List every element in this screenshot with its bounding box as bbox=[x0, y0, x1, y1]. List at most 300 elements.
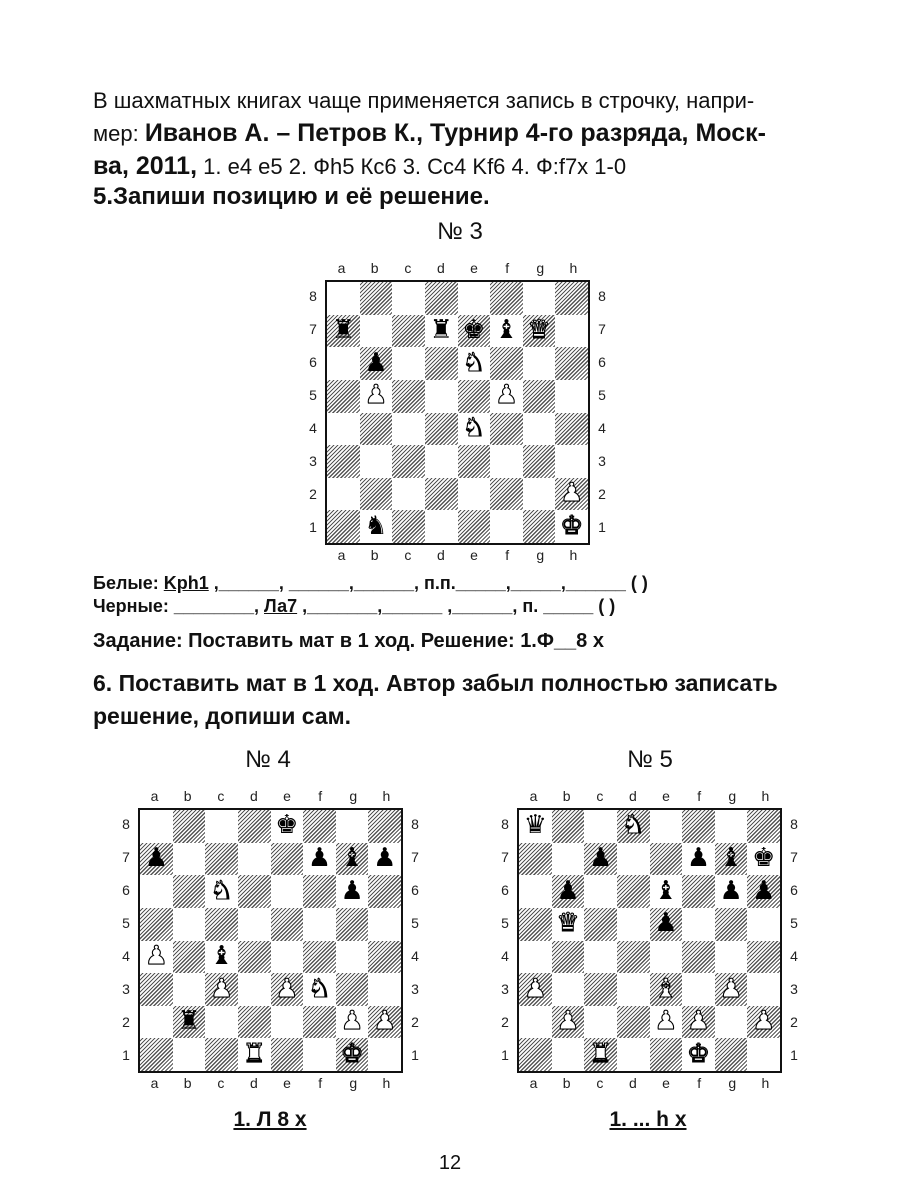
file-label-b: b bbox=[183, 788, 192, 804]
rank-label-5: 5 bbox=[501, 914, 509, 931]
square-c5 bbox=[584, 908, 617, 941]
file-label-c: c bbox=[404, 547, 412, 563]
square-f6 bbox=[682, 875, 715, 908]
square-f4 bbox=[490, 413, 523, 446]
black-bishop-icon: ♝ bbox=[494, 315, 519, 346]
intro-line-2-pre: мер: bbox=[93, 121, 145, 146]
rank-label-6: 6 bbox=[501, 881, 509, 898]
square-b6 bbox=[552, 875, 585, 908]
square-a3 bbox=[519, 973, 552, 1006]
chessboard-4 bbox=[118, 788, 423, 1093]
square-g2 bbox=[336, 1006, 369, 1039]
square-g3 bbox=[715, 973, 748, 1006]
square-a5 bbox=[327, 380, 360, 413]
file-label-b: b bbox=[562, 788, 571, 804]
file-label-c: c bbox=[596, 788, 604, 804]
square-b4 bbox=[552, 941, 585, 974]
rank-label-2: 2 bbox=[411, 1014, 419, 1031]
square-g8 bbox=[336, 810, 369, 843]
square-d2 bbox=[238, 1006, 271, 1039]
square-b2 bbox=[552, 1006, 585, 1039]
square-a3 bbox=[140, 973, 173, 1006]
white-pawn-icon: ♟ bbox=[719, 973, 743, 1004]
square-h2 bbox=[555, 478, 588, 511]
square-g1 bbox=[715, 1038, 748, 1071]
white-pawn-icon: ♟ bbox=[560, 478, 584, 509]
square-d4 bbox=[617, 941, 650, 974]
rank-label-2: 2 bbox=[598, 486, 606, 503]
square-b8 bbox=[173, 810, 206, 843]
square-c5 bbox=[205, 908, 238, 941]
file-label-h: h bbox=[569, 547, 578, 563]
square-b2 bbox=[360, 478, 393, 511]
square-e7 bbox=[271, 843, 304, 876]
rank-label-7: 7 bbox=[411, 848, 419, 865]
white-queen-icon: ♛ bbox=[527, 315, 551, 346]
square-c2 bbox=[205, 1006, 238, 1039]
rank-label-2: 2 bbox=[309, 486, 317, 503]
rank-label-8: 8 bbox=[122, 815, 130, 832]
square-a6 bbox=[327, 347, 360, 380]
square-e5 bbox=[458, 380, 491, 413]
black-pawn-icon: ♟ bbox=[144, 843, 168, 874]
rank-label-8: 8 bbox=[309, 287, 317, 304]
square-f2 bbox=[682, 1006, 715, 1039]
file-label-f: f bbox=[697, 788, 702, 804]
file-label-g: g bbox=[536, 547, 545, 563]
square-e6 bbox=[458, 347, 491, 380]
rank-label-7: 7 bbox=[122, 848, 130, 865]
square-f5 bbox=[490, 380, 523, 413]
square-c2 bbox=[584, 1006, 617, 1039]
file-label-a: a bbox=[337, 547, 346, 563]
square-a8 bbox=[140, 810, 173, 843]
square-a3 bbox=[327, 445, 360, 478]
square-h7 bbox=[747, 843, 780, 876]
solution-4-text: 1. Л 8 х bbox=[233, 1108, 307, 1131]
rank-label-1: 1 bbox=[122, 1047, 130, 1064]
black-bishop-icon: ♝ bbox=[209, 940, 234, 971]
square-c8 bbox=[584, 810, 617, 843]
square-h8 bbox=[747, 810, 780, 843]
square-a1 bbox=[140, 1038, 173, 1071]
square-e2 bbox=[271, 1006, 304, 1039]
solution-5-text: 1. ... h х bbox=[609, 1108, 687, 1131]
square-d6 bbox=[238, 875, 271, 908]
white-knight-icon: ♞ bbox=[462, 347, 486, 378]
rank-label-7: 7 bbox=[501, 848, 509, 865]
square-c6 bbox=[392, 347, 425, 380]
white-pawn-icon: ♟ bbox=[364, 380, 388, 411]
rank-label-2: 2 bbox=[122, 1014, 130, 1031]
square-e1 bbox=[458, 510, 491, 543]
rank-label-6: 6 bbox=[790, 881, 798, 898]
square-a7 bbox=[519, 843, 552, 876]
square-c7 bbox=[205, 843, 238, 876]
square-b3 bbox=[173, 973, 206, 1006]
task5-instruction: Задание: Поставить мат в 1 ход. Решение: 1.Ф__8 х bbox=[93, 630, 604, 652]
file-label-f: f bbox=[318, 788, 323, 804]
file-label-e: e bbox=[283, 788, 291, 804]
square-b1 bbox=[552, 1038, 585, 1071]
square-d2 bbox=[617, 1006, 650, 1039]
square-h8 bbox=[368, 810, 401, 843]
black-bishop-icon: ♝ bbox=[654, 875, 678, 906]
file-label-b: b bbox=[562, 1075, 571, 1091]
rank-label-1: 1 bbox=[411, 1047, 419, 1064]
square-h1 bbox=[555, 510, 588, 543]
black-queen-icon: ♛ bbox=[523, 810, 547, 841]
square-c4 bbox=[584, 941, 617, 974]
black-pawn-icon: ♟ bbox=[364, 347, 388, 378]
square-e8 bbox=[458, 282, 491, 315]
square-b3 bbox=[360, 445, 393, 478]
black-pieces-record bbox=[93, 596, 615, 617]
square-a1 bbox=[327, 510, 360, 543]
file-label-f: f bbox=[697, 1075, 702, 1091]
rank-label-4: 4 bbox=[598, 420, 606, 437]
square-h1 bbox=[368, 1038, 401, 1071]
square-h4 bbox=[747, 941, 780, 974]
square-d1 bbox=[425, 510, 458, 543]
rank-label-7: 7 bbox=[598, 320, 606, 337]
black-label: Черные: bbox=[93, 596, 174, 616]
white-queen-icon: ♛ bbox=[556, 908, 580, 939]
square-f3 bbox=[682, 973, 715, 1006]
rank-label-2: 2 bbox=[501, 1014, 509, 1031]
square-e5 bbox=[271, 908, 304, 941]
file-label-f: f bbox=[318, 1075, 323, 1091]
file-label-e: e bbox=[283, 1075, 291, 1091]
black-pawn-icon: ♟ bbox=[686, 843, 711, 874]
black-pawn-icon: ♟ bbox=[752, 875, 776, 906]
black-filled-entry: Ла7 bbox=[264, 596, 298, 616]
rank-label-5: 5 bbox=[309, 386, 317, 403]
square-h5 bbox=[368, 908, 401, 941]
rank-label-3: 3 bbox=[598, 453, 606, 470]
square-d3 bbox=[425, 445, 458, 478]
square-b2 bbox=[173, 1006, 206, 1039]
file-label-d: d bbox=[437, 547, 445, 563]
square-e4 bbox=[650, 941, 683, 974]
rank-label-8: 8 bbox=[790, 815, 798, 832]
black-knight-icon: ♞ bbox=[364, 510, 388, 541]
square-f2 bbox=[303, 1006, 336, 1039]
square-a2 bbox=[140, 1006, 173, 1039]
square-h5 bbox=[555, 380, 588, 413]
square-g4 bbox=[336, 941, 369, 974]
file-label-a: a bbox=[150, 1075, 159, 1091]
file-label-c: c bbox=[404, 260, 412, 276]
square-e8 bbox=[650, 810, 683, 843]
square-c3 bbox=[392, 445, 425, 478]
board-grid bbox=[325, 280, 590, 545]
black-pawn-icon: ♟ bbox=[307, 843, 332, 874]
square-g5 bbox=[523, 380, 556, 413]
square-c2 bbox=[392, 478, 425, 511]
square-h6 bbox=[368, 875, 401, 908]
square-c3 bbox=[584, 973, 617, 1006]
black-pawn-icon: ♟ bbox=[654, 908, 678, 939]
square-g6 bbox=[336, 875, 369, 908]
square-b1 bbox=[173, 1038, 206, 1071]
black-rook-icon: ♜ bbox=[331, 315, 355, 346]
file-label-a: a bbox=[529, 1075, 538, 1091]
chessboard-5 bbox=[497, 788, 802, 1093]
rank-label-5: 5 bbox=[411, 914, 419, 931]
square-a2 bbox=[519, 1006, 552, 1039]
square-g2 bbox=[715, 1006, 748, 1039]
square-g8 bbox=[715, 810, 748, 843]
rank-label-5: 5 bbox=[122, 914, 130, 931]
white-knight-icon: ♞ bbox=[462, 412, 486, 443]
file-label-e: e bbox=[470, 260, 478, 276]
square-d6 bbox=[617, 875, 650, 908]
square-c4 bbox=[392, 413, 425, 446]
square-d7 bbox=[238, 843, 271, 876]
file-label-d: d bbox=[629, 788, 637, 804]
rank-label-6: 6 bbox=[309, 353, 317, 370]
black-blank: ________ bbox=[173, 596, 254, 616]
rank-label-8: 8 bbox=[501, 815, 509, 832]
square-e6 bbox=[271, 875, 304, 908]
square-b8 bbox=[360, 282, 393, 315]
file-label-f: f bbox=[505, 547, 510, 563]
square-e7 bbox=[650, 843, 683, 876]
square-g6 bbox=[715, 875, 748, 908]
rank-label-4: 4 bbox=[790, 948, 798, 965]
square-g4 bbox=[523, 413, 556, 446]
square-h7 bbox=[555, 315, 588, 348]
square-f6 bbox=[490, 347, 523, 380]
rank-label-4: 4 bbox=[309, 420, 317, 437]
square-g7 bbox=[336, 843, 369, 876]
white-knight-icon: ♞ bbox=[307, 973, 332, 1004]
white-pawn-icon: ♟ bbox=[523, 973, 547, 1004]
white-filled-entry: Kph1 bbox=[163, 573, 209, 593]
square-a6 bbox=[519, 875, 552, 908]
rank-label-7: 7 bbox=[790, 848, 798, 865]
square-h3 bbox=[747, 973, 780, 1006]
rank-label-8: 8 bbox=[411, 815, 419, 832]
square-d7 bbox=[617, 843, 650, 876]
square-g3 bbox=[523, 445, 556, 478]
intro-line-3-bold: ва, 2011, bbox=[93, 152, 198, 180]
black-blanks: ,_______,______ ,______, п. _____ ( ) bbox=[297, 596, 616, 616]
square-f4 bbox=[303, 941, 336, 974]
square-f4 bbox=[682, 941, 715, 974]
white-pawn-icon: ♟ bbox=[494, 380, 519, 411]
square-d1 bbox=[617, 1038, 650, 1071]
file-label-f: f bbox=[505, 260, 510, 276]
black-king-icon: ♚ bbox=[752, 843, 776, 874]
black-pawn-icon: ♟ bbox=[340, 875, 364, 906]
square-a6 bbox=[140, 875, 173, 908]
square-b5 bbox=[360, 380, 393, 413]
file-label-c: c bbox=[217, 1075, 225, 1091]
square-g1 bbox=[523, 510, 556, 543]
square-f1 bbox=[303, 1038, 336, 1071]
square-c1 bbox=[584, 1038, 617, 1071]
square-h1 bbox=[747, 1038, 780, 1071]
square-f5 bbox=[303, 908, 336, 941]
file-label-e: e bbox=[662, 788, 670, 804]
square-e3 bbox=[271, 973, 304, 1006]
square-h2 bbox=[368, 1006, 401, 1039]
position-3-title: № 3 bbox=[437, 218, 483, 245]
square-d8 bbox=[238, 810, 271, 843]
file-label-a: a bbox=[150, 788, 159, 804]
white-king-icon: ♚ bbox=[560, 510, 584, 541]
square-a7 bbox=[140, 843, 173, 876]
square-f8 bbox=[303, 810, 336, 843]
square-a4 bbox=[327, 413, 360, 446]
white-pawn-icon: ♟ bbox=[373, 1006, 397, 1037]
square-b6 bbox=[173, 875, 206, 908]
white-king-icon: ♚ bbox=[686, 1038, 711, 1069]
square-f1 bbox=[682, 1038, 715, 1071]
page-number: 12 bbox=[438, 1152, 462, 1174]
square-d3 bbox=[617, 973, 650, 1006]
board-grid bbox=[138, 808, 403, 1073]
square-c8 bbox=[205, 810, 238, 843]
black-king-icon: ♚ bbox=[275, 810, 299, 841]
square-f7 bbox=[303, 843, 336, 876]
white-pawn-icon: ♟ bbox=[340, 1006, 364, 1037]
square-e4 bbox=[458, 413, 491, 446]
board-grid bbox=[517, 808, 782, 1073]
square-c7 bbox=[584, 843, 617, 876]
square-e1 bbox=[271, 1038, 304, 1071]
square-c5 bbox=[392, 380, 425, 413]
square-d8 bbox=[425, 282, 458, 315]
square-d5 bbox=[425, 380, 458, 413]
black-pawn-icon: ♟ bbox=[719, 875, 743, 906]
file-label-g: g bbox=[728, 788, 737, 804]
position-4-title: № 4 bbox=[245, 746, 291, 773]
file-label-b: b bbox=[370, 260, 379, 276]
white-king-icon: ♚ bbox=[340, 1038, 364, 1069]
white-rook-icon: ♜ bbox=[242, 1038, 266, 1069]
rank-label-6: 6 bbox=[598, 353, 606, 370]
square-g2 bbox=[523, 478, 556, 511]
file-label-h: h bbox=[382, 1075, 391, 1091]
square-g7 bbox=[523, 315, 556, 348]
file-label-g: g bbox=[349, 1075, 358, 1091]
square-f5 bbox=[682, 908, 715, 941]
file-label-d: d bbox=[629, 1075, 637, 1091]
square-d4 bbox=[425, 413, 458, 446]
square-f8 bbox=[682, 810, 715, 843]
white-bishop-icon: ♝ bbox=[654, 973, 678, 1004]
rank-label-3: 3 bbox=[790, 981, 798, 998]
file-label-b: b bbox=[370, 547, 379, 563]
square-h4 bbox=[555, 413, 588, 446]
square-h7 bbox=[368, 843, 401, 876]
square-g3 bbox=[336, 973, 369, 1006]
square-e8 bbox=[271, 810, 304, 843]
square-a4 bbox=[140, 941, 173, 974]
square-g8 bbox=[523, 282, 556, 315]
square-h5 bbox=[747, 908, 780, 941]
square-g4 bbox=[715, 941, 748, 974]
rank-label-4: 4 bbox=[122, 948, 130, 965]
square-d1 bbox=[238, 1038, 271, 1071]
solution-4 bbox=[170, 1108, 370, 1132]
square-e4 bbox=[271, 941, 304, 974]
square-a8 bbox=[519, 810, 552, 843]
rank-label-6: 6 bbox=[122, 881, 130, 898]
square-a8 bbox=[327, 282, 360, 315]
square-f7 bbox=[682, 843, 715, 876]
intro-line-3-rest: 1. е4 е5 2. Фh5 Кс6 3. Сс4 Kf6 4. Ф:f7х 1-0 bbox=[197, 154, 627, 179]
square-b4 bbox=[360, 413, 393, 446]
square-e7 bbox=[458, 315, 491, 348]
rank-label-1: 1 bbox=[598, 519, 606, 536]
square-h3 bbox=[368, 973, 401, 1006]
rank-label-5: 5 bbox=[598, 386, 606, 403]
square-b7 bbox=[552, 843, 585, 876]
square-a4 bbox=[519, 941, 552, 974]
file-label-h: h bbox=[382, 788, 391, 804]
rank-label-6: 6 bbox=[411, 881, 419, 898]
file-label-e: e bbox=[662, 1075, 670, 1091]
square-h6 bbox=[555, 347, 588, 380]
black-bishop-icon: ♝ bbox=[340, 843, 364, 874]
file-label-a: a bbox=[337, 260, 346, 276]
square-c8 bbox=[392, 282, 425, 315]
white-pawn-icon: ♟ bbox=[275, 973, 299, 1004]
rank-label-2: 2 bbox=[790, 1014, 798, 1031]
chessboard-3 bbox=[305, 260, 610, 565]
solution-5 bbox=[548, 1108, 748, 1132]
black-bishop-icon: ♝ bbox=[719, 843, 743, 874]
rank-label-1: 1 bbox=[790, 1047, 798, 1064]
rank-label-3: 3 bbox=[501, 981, 509, 998]
rank-label-1: 1 bbox=[501, 1047, 509, 1064]
square-f3 bbox=[303, 973, 336, 1006]
square-g7 bbox=[715, 843, 748, 876]
square-f6 bbox=[303, 875, 336, 908]
rank-label-8: 8 bbox=[598, 287, 606, 304]
file-label-h: h bbox=[761, 788, 770, 804]
square-h3 bbox=[555, 445, 588, 478]
white-pawn-icon: ♟ bbox=[144, 940, 168, 971]
square-e6 bbox=[650, 875, 683, 908]
intro-line-1: В шахматных книгах чаще применяется запись в строчку, напри- bbox=[93, 88, 755, 113]
white-blanks: ,______, ______,______, п.п._____,_____,______ ( ) bbox=[208, 573, 648, 593]
square-f7 bbox=[490, 315, 523, 348]
square-b8 bbox=[552, 810, 585, 843]
rank-label-1: 1 bbox=[309, 519, 317, 536]
black-pawn-icon: ♟ bbox=[373, 843, 397, 874]
square-b3 bbox=[552, 973, 585, 1006]
black-king-icon: ♚ bbox=[462, 315, 486, 346]
white-pawn-icon: ♟ bbox=[752, 1006, 776, 1037]
file-label-a: a bbox=[529, 788, 538, 804]
task5-heading: 5.Запиши позицию и её решение. bbox=[93, 183, 490, 210]
white-pawn-icon: ♟ bbox=[686, 1006, 711, 1037]
file-label-g: g bbox=[536, 260, 545, 276]
square-b1 bbox=[360, 510, 393, 543]
square-c3 bbox=[205, 973, 238, 1006]
black-separator: , bbox=[254, 596, 265, 616]
square-c4 bbox=[205, 941, 238, 974]
black-rook-icon: ♜ bbox=[429, 315, 453, 346]
file-label-g: g bbox=[349, 788, 358, 804]
square-e5 bbox=[650, 908, 683, 941]
file-label-c: c bbox=[596, 1075, 604, 1091]
